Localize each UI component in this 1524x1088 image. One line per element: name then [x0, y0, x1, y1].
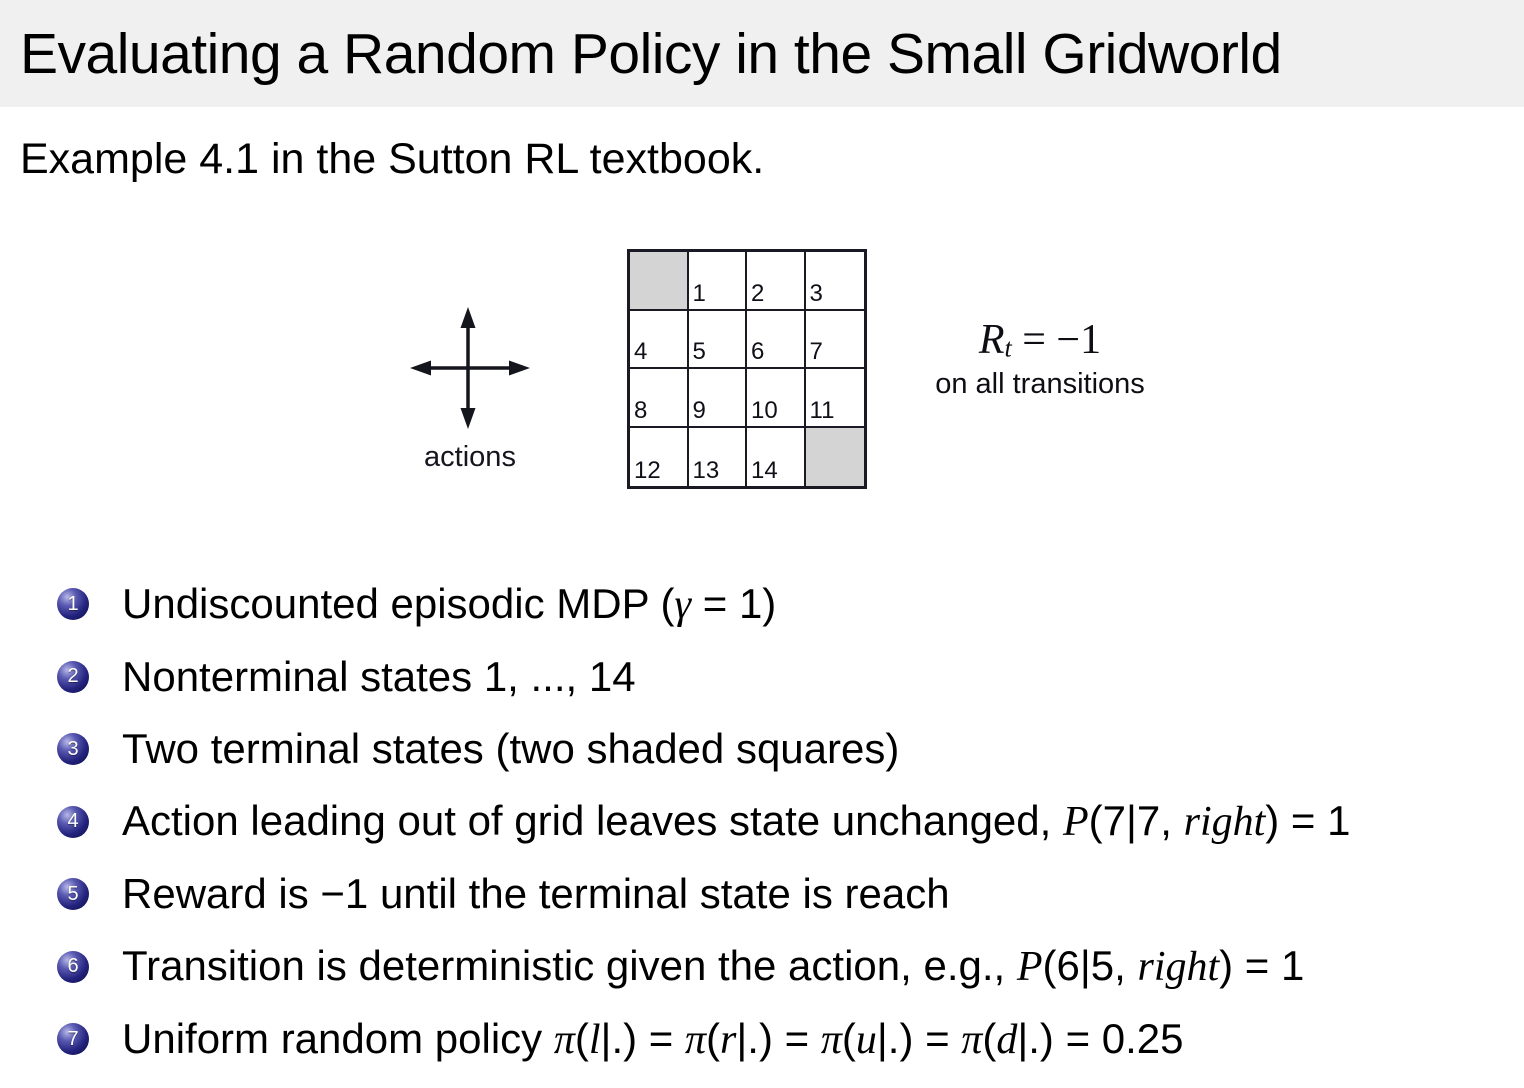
- list-item-5: [57, 870, 1351, 918]
- list-item-text: Nonterminal states 1, ..., 14: [122, 652, 636, 700]
- gridworld-grid: [627, 249, 867, 489]
- list-item-text: Action leading out of grid leaves state unchanged, P(7|7, right) = 1: [122, 797, 1351, 845]
- list-item-7: [57, 1015, 1351, 1063]
- grid-cell: 11: [806, 369, 865, 428]
- enumerate-ball-7: 7: [57, 1023, 89, 1055]
- grid-cell: 8: [630, 369, 689, 428]
- list-item-4: [57, 798, 1351, 846]
- grid-cell: 2: [747, 252, 806, 311]
- reward-formula: Rt = −1: [978, 317, 1102, 363]
- grid-cell-terminal: [630, 252, 689, 311]
- grid-cell: 9: [689, 369, 748, 428]
- list-item-6: [57, 943, 1351, 991]
- enumerate-ball-2: 2: [57, 661, 89, 693]
- grid-cell: 10: [747, 369, 806, 428]
- grid-cell: 13: [689, 428, 748, 487]
- grid-cell-terminal: [806, 428, 865, 487]
- list-item-text: Uniform random policy π(l|.) = π(r|.) = π(u|.) = π(d|.) = 0.25: [122, 1014, 1184, 1063]
- grid-cell: 4: [630, 311, 689, 370]
- grid-cell: 6: [747, 311, 806, 370]
- page-title: Evaluating a Random Policy in the Small Gridworld: [20, 21, 1282, 86]
- enumerate-ball-6: 6: [57, 951, 89, 983]
- actions-cross-icon: [403, 300, 539, 436]
- enumerate-ball-4: 4: [57, 806, 89, 838]
- reward-note: [890, 318, 1190, 401]
- bullet-list: [57, 580, 1351, 1088]
- list-item-3: [57, 725, 1351, 773]
- subtitle-text: Example 4.1 in the Sutton RL textbook.: [20, 135, 765, 183]
- list-item-text: Two terminal states (two shaded squares): [122, 725, 900, 772]
- list-item-text: Transition is deterministic given the action, e.g., P(6|5, right) = 1: [122, 942, 1305, 990]
- list-item-1: [57, 580, 1351, 628]
- grid-cell: 7: [806, 311, 865, 370]
- grid-cell: 1: [689, 252, 748, 311]
- list-item-text: Reward is −1 until the terminal state is reach: [122, 870, 950, 917]
- enumerate-ball-5: 5: [57, 878, 89, 910]
- list-item-text: Undiscounted episodic MDP (γ = 1): [122, 579, 777, 628]
- slide-title-bar: [0, 0, 1524, 107]
- grid-cell: 12: [630, 428, 689, 487]
- reward-caption: on all transitions: [935, 368, 1145, 401]
- grid-cell: 3: [806, 252, 865, 311]
- actions-label: actions: [424, 441, 516, 473]
- grid-cell: 5: [689, 311, 748, 370]
- enumerate-ball-3: 3: [57, 733, 89, 765]
- list-item-2: [57, 653, 1351, 701]
- grid-cell: 14: [747, 428, 806, 487]
- enumerate-ball-1: 1: [57, 588, 89, 620]
